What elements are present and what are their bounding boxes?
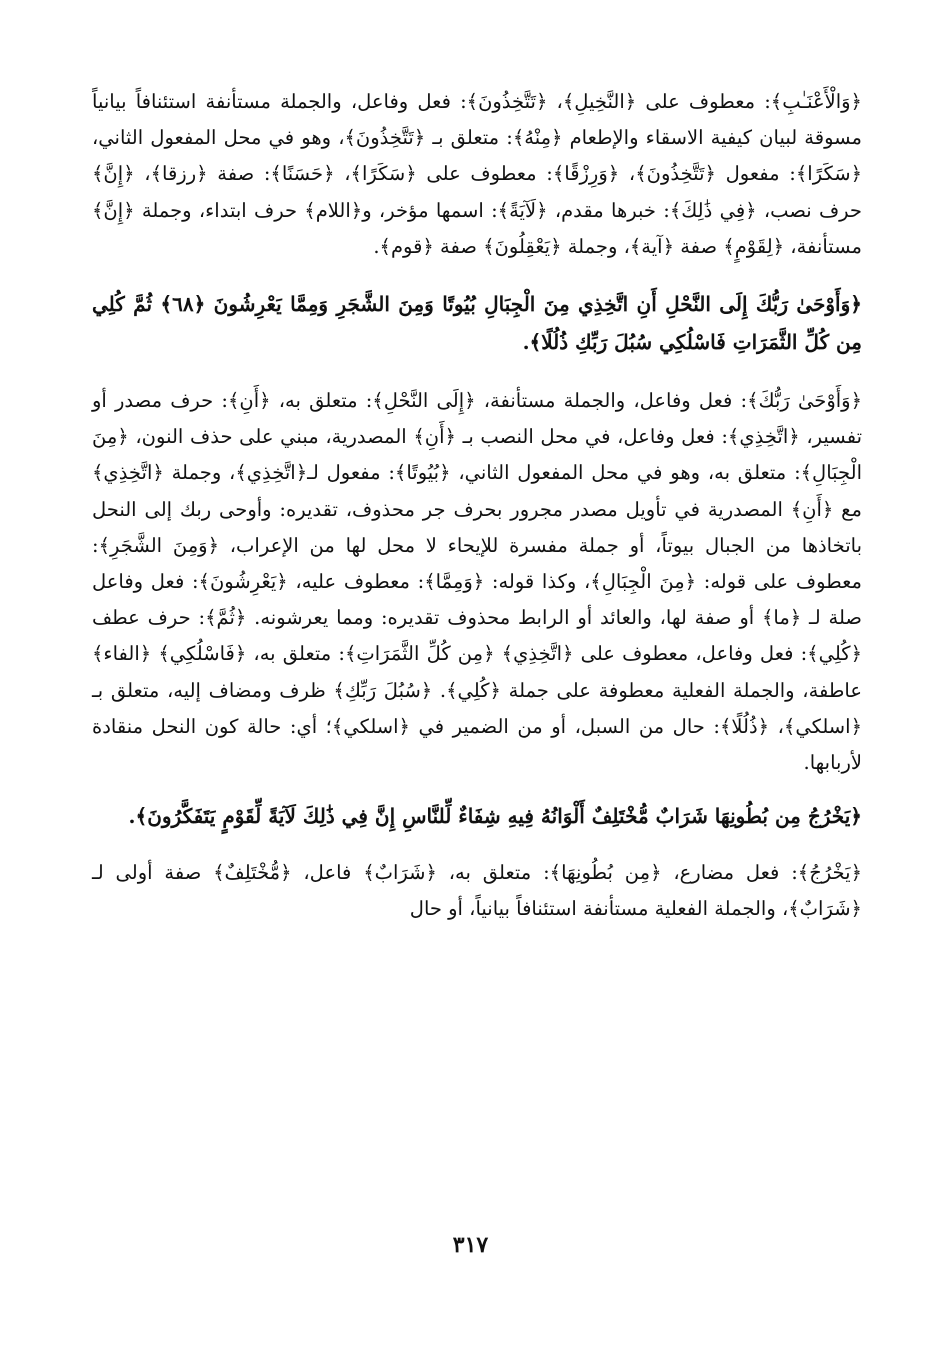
quran-verse: ﴿وَأَوْحَىٰ رَبُّكَ إِلَى النَّحْلِ أَنِ اتَّخِذِي مِنَ الْجِبَالِ بُيُوتًا وَمِنَ الشَّجَرِ وَمِمَّا يَعْرِشُونَ ﴿٦٨﴾ ثُمَّ كُلِي مِن كُلِّ الثَّمَرَاتِ فَاسْلُكِي سُبُلَ رَبِّكِ ذُلُلًا﴾. bbox=[92, 292, 862, 355]
page-body bbox=[92, 84, 862, 1274]
commentary-paragraph: ﴿وَأَوْحَىٰ رَبُّكَ﴾: فعل وفاعل، والجملة مستأنفة، ﴿إِلَى النَّحْلِ﴾: متعلق به، ﴿أَنِ﴾: حرف مصدر أو تفسير، ﴿اتَّخِذِي﴾: فعل وفاعل، في محل النصب بـ ﴿أَنِ﴾ المصدرية، مبني على حذف النون، ﴿مِنَ الْجِبَالِ﴾: متعلق به، وهو في محل المفعول الثاني، ﴿بُيُوتًا﴾: مفعول لـ﴿اتَّخِذِي﴾، وجملة ﴿اتَّخِذِي﴾ مع ﴿أَنِ﴾ المصدرية في تأويل مصدر مجرور بحرف جر محذوف، تقديره: وأوحى ربك إلى النحل باتخاذها من الجبال بيوتاً، أو جملة مفسرة للإيحاء لا محل لها من الإعراب، ﴿وَمِنَ الشَّجَرِ﴾: معطوف على قوله: ﴿مِنَ الْجِبَالِ﴾، وكذا قوله: ﴿وَمِمَّا﴾: معطوف عليه، ﴿يَعْرِشُونَ﴾: فعل وفاعل صلة لـ ﴿ما﴾ أو صفة لها، والعائد أو الرابط محذوف تقديره: ومما يعرشونه. ﴿ثُمَّ﴾: حرف عطف ﴿كُلِي﴾: فعل وفاعل، معطوف على ﴿اتَّخِذِي﴾ ﴿مِن كُلِّ الثَّمَرَاتِ﴾: متعلق به، ﴿فَاسْلُكِي﴾ ﴿الفاء﴾ عاطفة، والجملة الفعلية معطوفة على جملة ﴿كُلِي﴾. ﴿سُبُلَ رَبِّكِ﴾ ظرف ومضاف إليه، متعلق بـ ﴿اسلكي﴾، ﴿ذُلُلًا﴾: حال من السبل، أو من الضمير في ﴿اسلكي﴾؛ أي: حالة كون النحل منقادة لأربابها. bbox=[92, 389, 862, 775]
page-number: ٣١٧ bbox=[452, 1232, 489, 1258]
quran-verse: ﴿يَخْرُجُ مِن بُطُونِهَا شَرَابٌ مُّخْتَلِفٌ أَلْوَانُهُ فِيهِ شِفَاءٌ لِّلنَّاسِ إِنَّ فِي ذَٰلِكَ لَآيَةً لِّقَوْمٍ يَتَفَكَّرُونَ﴾. bbox=[128, 804, 862, 829]
commentary-paragraph: ﴿وَالْأَعْنَـٰبِ﴾: معطوف على ﴿النَّخِيلِ﴾، ﴿تَتَّخِذُونَ﴾: فعل وفاعل، والجملة مستأنفة استئنافاً بيانياً مسوقة لبيان كيفية الاسقاء والإطعام ﴿مِنْهُ﴾: متعلق بـ ﴿تَتَّخِذُونَ﴾، وهو في محل المفعول الثاني، ﴿سَكَرًا﴾: مفعول ﴿تَتَّخِذُونَ﴾، ﴿وَرِزْقًا﴾: معطوف على ﴿سَكَرًا﴾، ﴿حَسَنًا﴾: صفة ﴿رزقا﴾، ﴿إِنَّ﴾ حرف نصب، ﴿فِي ذَٰلِكَ﴾: خبرها مقدم، ﴿لَآيَةً﴾: اسمها مؤخر، و﴿اللام﴾ حرف ابتداء، وجملة ﴿إِنَّ﴾ مستأنفة، ﴿لِقَوْمٍ﴾ صفة ﴿آية﴾، وجملة ﴿يَعْقِلُونَ﴾ صفة ﴿قوم﴾. bbox=[92, 90, 862, 258]
commentary-paragraph: ﴿يَخْرُجُ﴾: فعل مضارع، ﴿مِن بُطُونِهَا﴾: متعلق به، ﴿شَرَابٌ﴾ فاعل، ﴿مُّخْتَلِفٌ﴾ صفة أولى لـ ﴿شَرَابٌ﴾، والجملة الفعلية مستأنفة استئنافاً بيانياً، أو حال bbox=[92, 861, 862, 921]
